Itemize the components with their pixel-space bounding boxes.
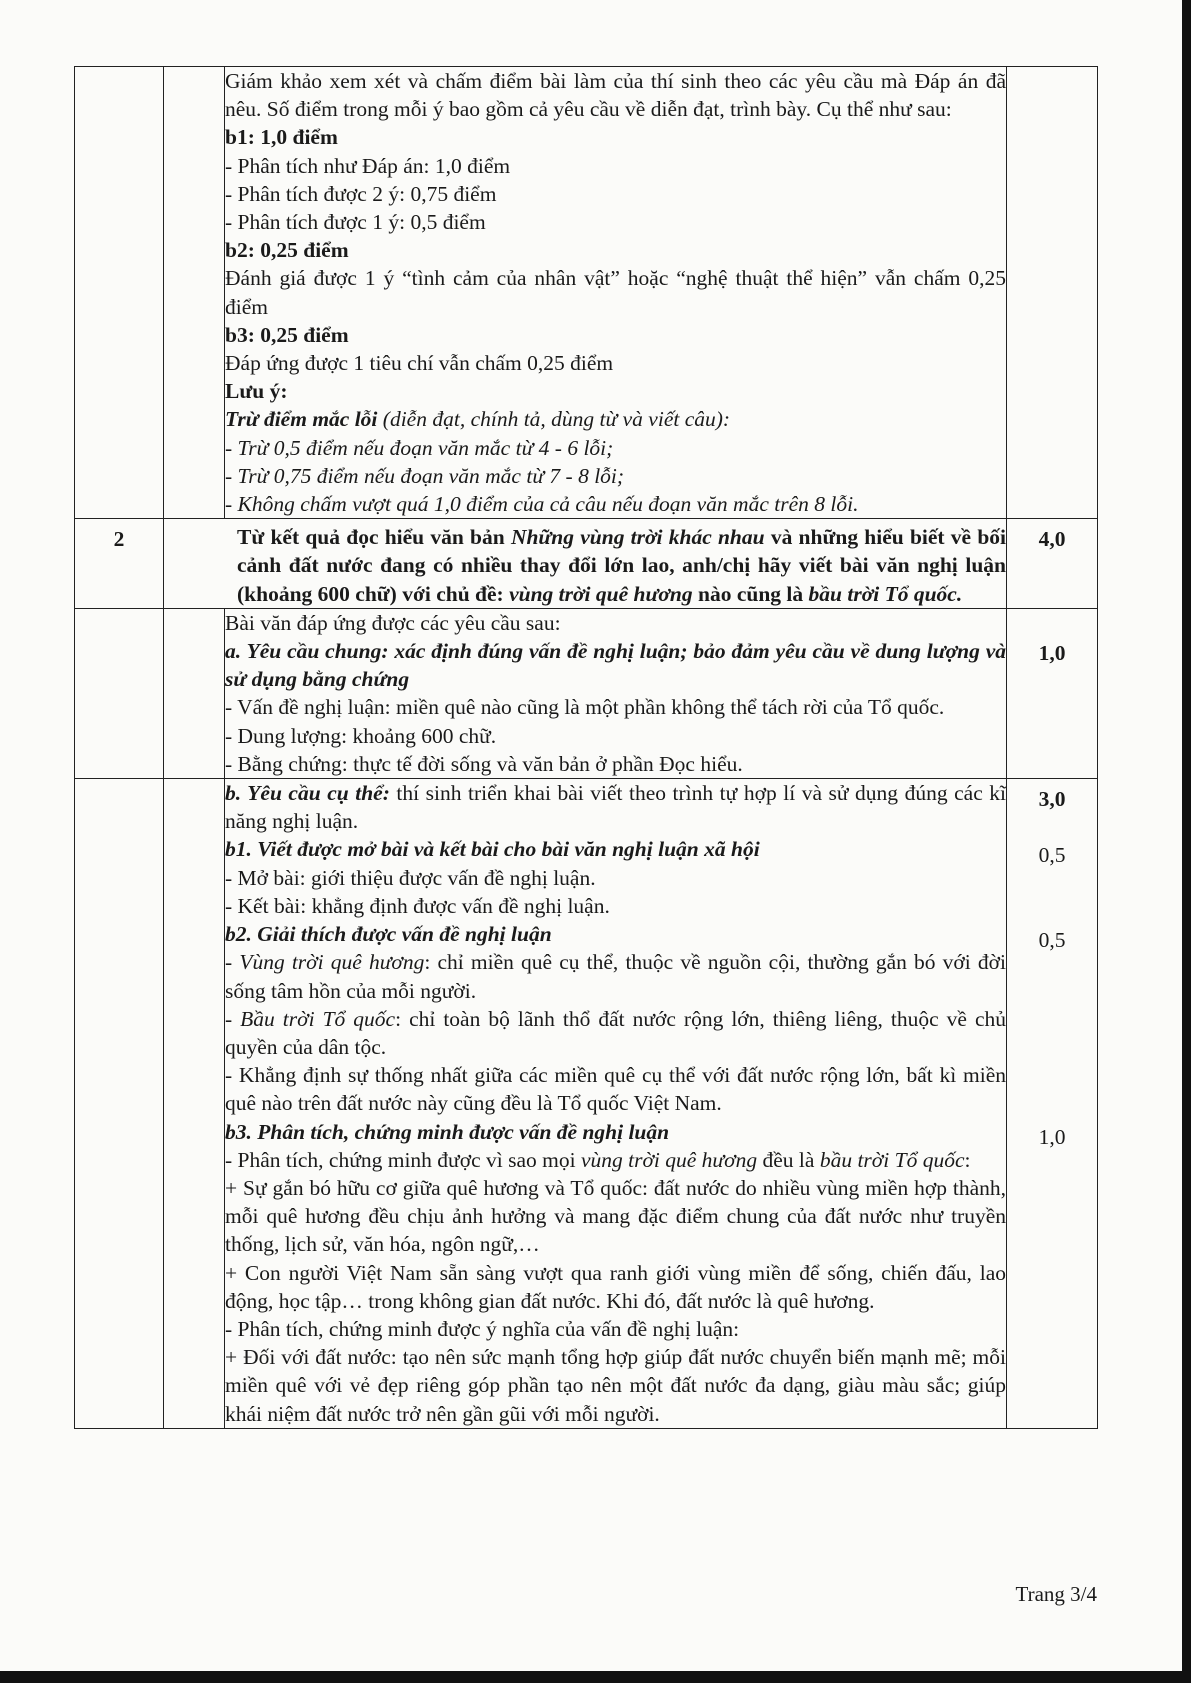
list-item: - Kết bài: khẳng định được vấn đề nghị luận. — [225, 893, 610, 918]
list-item: - Khẳng định sự thống nhất giữa các miền quê cụ thể với đất nước rộng lớn, bất kì miền quê nào trên đất nước này cũng đều là Tổ quốc Việt Nam. — [225, 1063, 1006, 1116]
score-value: 3,0 — [1038, 787, 1066, 812]
list-item: + Con người Việt Nam sẵn sàng vượt qua ranh giới vùng miền để sống, chiến đấu, lao động, học tập… trong không gian đất nước. Khi đó, đất nước là quê hương. — [225, 1260, 1006, 1313]
b1-heading: b1. Viết được mở bài và kết bài cho bài văn nghị luận xã hội — [225, 837, 760, 862]
b2-heading: b2. Giải thích được vấn đề nghị luận — [225, 922, 552, 947]
note-heading: Lưu ý: — [225, 379, 288, 404]
sub-cell — [164, 67, 225, 519]
score-value: 0,5 — [1038, 843, 1066, 868]
list-item: - Phân tích, chứng minh được ý nghĩa của vấn đề nghị luận: — [225, 1316, 740, 1341]
score-value: 4,0 — [1038, 527, 1066, 552]
score-value: 1,0 — [1038, 641, 1066, 666]
content-cell — [225, 67, 1007, 519]
text-part: đều là — [757, 1147, 820, 1172]
text-part: : — [964, 1147, 971, 1172]
scan-edge-bottom — [0, 1671, 1191, 1683]
score-cell — [1007, 779, 1098, 1429]
question-text — [237, 519, 1006, 608]
sub-cell — [164, 608, 225, 778]
list-item: + Đối với đất nước: tạo nên sức mạnh tổng hợp giúp đất nước chuyển biến mạnh mẽ; mỗi miền quê với vẻ đẹp riêng góp phần tạo nên một đất nước đa dạng, giàu màu sắc; giúp khái niệm đất nước trở nên gần gũi với mỗi người. — [225, 1345, 1006, 1426]
list-item: - Vùng trời quê hương: chỉ miền quê cụ thể, thuộc về nguồn cội, thường gắn bó với đời sống tâm hồn của mỗi người. — [225, 950, 1006, 1003]
table-row — [75, 779, 1098, 1429]
list-item: - Bầu trời Tổ quốc: chỉ toàn bộ lãnh thổ đất nước rộng lớn, thiêng liêng, thuộc về chủ quyền của dân tộc. — [225, 1006, 1006, 1059]
definition: : chỉ toàn bộ lãnh thổ đất nước rộng lớn, thiêng liêng, thuộc về chủ quyền của dân tộc. — [225, 1006, 1006, 1059]
score-cell — [1007, 67, 1098, 519]
term: Vùng trời quê hương — [239, 950, 425, 975]
part-cell — [75, 779, 164, 1429]
table-row — [75, 608, 1098, 778]
list-item: - Không chấm vượt quá 1,0 điểm của cả câu nếu đoạn văn mắc trên 8 lỗi. — [225, 492, 859, 517]
guidance-text: Giám khảo xem xét và chấm điểm bài làm của thí sinh theo các yêu cầu mà Đáp án đã nêu. Số điểm trong mỗi ý bao gồm cả yêu cầu về diễn đạt, trình bày. Cụ thể như sau: — [225, 69, 1006, 122]
b3-text: Đáp ứng được 1 tiêu chí vẫn chấm 0,25 điểm — [225, 351, 614, 376]
text-part: - Phân tích, chứng minh được vì sao mọi — [225, 1147, 581, 1172]
grading-table — [74, 66, 1098, 1429]
b-heading-line — [225, 779, 1006, 835]
b-text: thí sinh triển khai bài viết theo trình tự hợp lí và sử dụng đúng các kĩ năng nghị luận. — [225, 781, 1006, 834]
question-part: Từ kết quả đọc hiểu văn bản — [237, 525, 511, 550]
b2-heading: b2: 0,25 điểm — [225, 238, 349, 263]
b1-heading: b1: 1,0 điểm — [225, 125, 338, 150]
note-line — [225, 405, 1006, 433]
list-item: + Sự gắn bó hữu cơ giữa quê hương và Tổ quốc: đất nước do nhiều vùng miền hợp thành, mỗi quê hương đều chịu ảnh hưởng và mang đặc điểm chung của đất nước như truyền thống, lịch sử, văn hóa, ngôn ngữ,… — [225, 1175, 1006, 1257]
scan-edge — [1182, 0, 1191, 1683]
part-cell — [75, 519, 164, 609]
list-item: - Dung lượng: khoảng 600 chữ. — [225, 723, 497, 748]
list-item: - Phân tích như Đáp án: 1,0 điểm — [225, 153, 511, 178]
list-item: - Mở bài: giới thiệu được vấn đề nghị luận. — [225, 865, 596, 890]
question-part: nào cũng là — [692, 581, 809, 606]
question-topic: vùng trời quê hương — [509, 581, 693, 606]
term: vùng trời quê hương — [580, 1147, 758, 1172]
part-cell — [75, 608, 164, 778]
question-cell — [164, 519, 1007, 609]
intro-text: Bài văn đáp ứng được các yêu cầu sau: — [225, 610, 561, 635]
a-heading: a. Yêu cầu chung: xác định đúng vấn đề nghị luận; bảo đảm yêu cầu về dung lượng và sử dụng bằng chứng — [225, 639, 1006, 692]
content-cell — [225, 608, 1007, 778]
note-bold: Trừ điểm mắc lỗi — [225, 407, 378, 432]
list-item: - Trừ 0,5 điểm nếu đoạn văn mắc từ 4 - 6 lỗi; — [225, 435, 614, 460]
sub-cell — [164, 779, 225, 1429]
list-item: - Bằng chứng: thực tế đời sống và văn bản ở phần Đọc hiểu. — [225, 751, 743, 776]
b-heading: b. Yêu cầu cụ thể: — [225, 781, 390, 806]
question-part: và những hiểu biết về bối cảnh đất nước đang có nhiều thay đổi lớn lao, anh/chị hãy viết bài văn nghị luận (khoảng 600 chữ) với chủ đề: — [237, 525, 1006, 606]
question-number: 2 — [113, 527, 125, 552]
definition: : chỉ miền quê cụ thể, thuộc về nguồn cội, thường gắn bó với đời sống tâm hồn của mỗi người. — [225, 950, 1006, 1003]
list-item: - Phân tích được 2 ý: 0,75 điểm — [225, 181, 497, 206]
page-number: Trang 3/4 — [1015, 1582, 1097, 1606]
term: Bầu trời Tổ quốc — [240, 1006, 396, 1031]
list-item: - Phân tích được 1 ý: 0,5 điểm — [225, 210, 486, 235]
list-item — [225, 1146, 1006, 1174]
list-item: - Trừ 0,75 điểm nếu đoạn văn mắc từ 7 - 8 lỗi; — [225, 463, 625, 488]
term: bầu trời Tổ quốc — [819, 1147, 965, 1172]
score-cell — [1007, 519, 1098, 609]
part-cell — [75, 67, 164, 519]
score-value: 1,0 — [1038, 1125, 1066, 1150]
table-row — [75, 67, 1098, 519]
score-value: 0,5 — [1038, 928, 1066, 953]
b3-heading: b3. Phân tích, chứng minh được vấn đề nghị luận — [225, 1119, 670, 1144]
content-cell — [225, 779, 1007, 1429]
note-rest: (diễn đạt, chính tả, dùng từ và viết câu): — [377, 407, 731, 432]
b3-heading: b3: 0,25 điểm — [225, 322, 349, 347]
list-item: - Vấn đề nghị luận: miền quê nào cũng là một phần không thể tách rời của Tổ quốc. — [225, 695, 945, 720]
table-row — [75, 519, 1098, 609]
question-title: Những vùng trời khác nhau — [510, 525, 765, 550]
b2-text: Đánh giá được 1 ý “tình cảm của nhân vật” hoặc “nghệ thuật thể hiện” vẫn chấm 0,25 điểm — [225, 266, 1006, 319]
score-cell — [1007, 608, 1098, 778]
question-topic: bầu trời Tổ quốc. — [808, 581, 963, 606]
